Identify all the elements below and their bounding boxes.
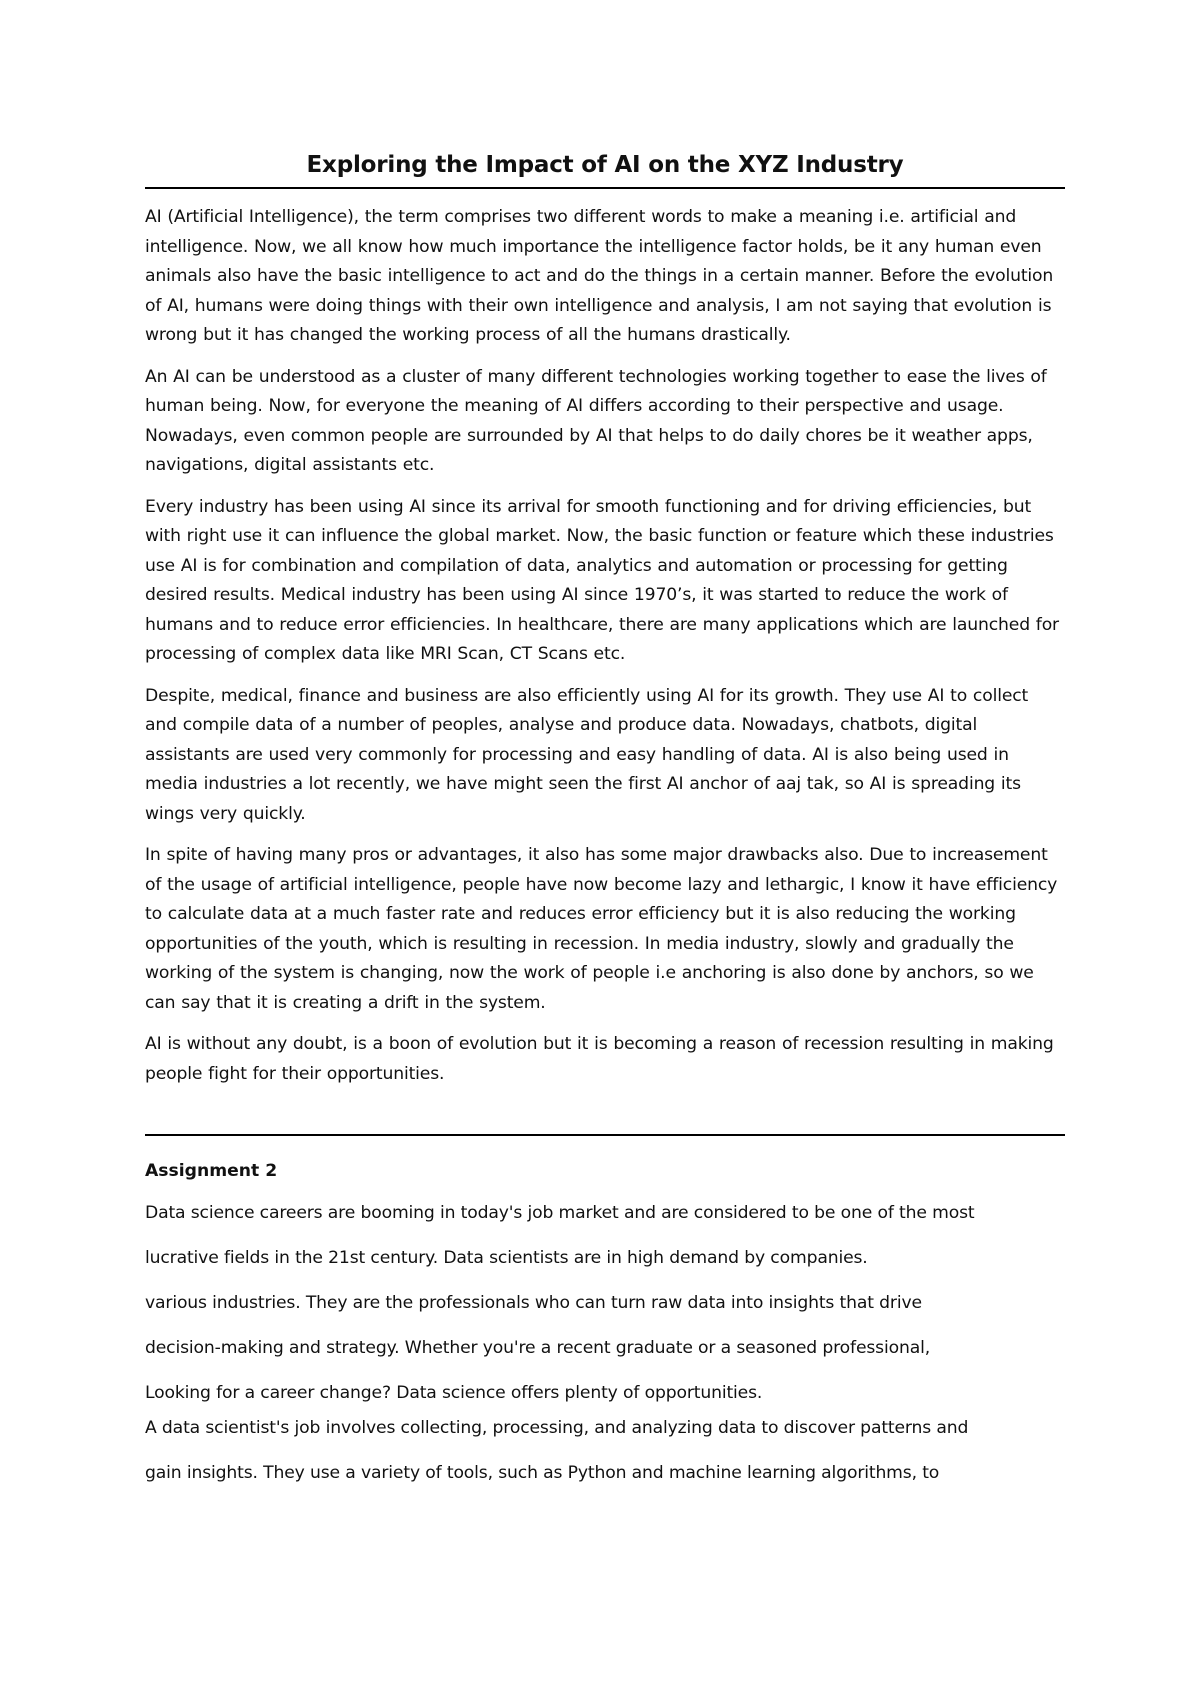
- paragraph-conclusion: AI is without any doubt, is a boon of evolution but it is becoming a reason of recession resulting in making people fight for their opportunities.: [145, 1034, 1054, 1084]
- assignment-line: decision-making and strategy. Whether you're a recent graduate or a seasoned professional,: [145, 1338, 931, 1358]
- assignment-heading: Assignment 2: [145, 1161, 278, 1181]
- assignment-line: gain insights. They use a variety of tools, such as Python and machine learning algorithms, to: [145, 1463, 940, 1483]
- assignment-line: A data scientist's job involves collecting, processing, and analyzing data to discover patterns and: [145, 1418, 969, 1438]
- assignment-line: Data science careers are booming in today's job market and are considered to be one of the most: [145, 1203, 975, 1223]
- paragraph-industry-usage: Every industry has been using AI since its arrival for smooth functioning and for driving efficiencies, but with right use it can influence the global market. Now, the basic function or feature which these industries use AI is for combination and compilation of data, analytics and automation or processing for getting desired results. Medical industry has been using AI since 1970’s, it was started to reduce the work of humans and to reduce error efficiencies. In healthcare, there are many applications which are launched for processing of complex data like MRI Scan, CT Scans etc.: [145, 496, 1059, 664]
- assignment-line: lucrative fields in the 21st century. Data scientists are in high demand by companies.: [145, 1248, 868, 1268]
- paragraph-sectors: Despite, medical, finance and business are also efficiently using AI for its growth. They use AI to collect and compile data of a number of peoples, analyse and produce data. Nowadays, chatbots, digital assistants are used very commonly for processing and easy handling of data. AI is also being used in media industries a lot recently, we have might seen the first AI anchor of aaj tak, so AI is spreading its wings very quickly.: [145, 685, 1029, 824]
- paragraph-ai-cluster: An AI can be understood as a cluster of many different technologies working together to ease the lives of human being. Now, for everyone the meaning of AI differs according to their perspective and usage. Nowadays, even common people are surrounded by AI that helps to do daily chores be it weather apps, navigations, digital assistants etc.: [145, 366, 1047, 475]
- document-content: [145, 145, 1065, 1484]
- paragraph-intro: AI (Artificial Intelligence), the term comprises two different words to make a meaning i.e. artificial and intelligence. Now, we all know how much importance the intelligence factor holds, be it any human even animals also have the basic intelligence to act and do the things in a certain manner. Before the evolution of AI, humans were doing things with their own intelligence and analysis, I am not saying that evolution is wrong but it has changed the working process of all the humans drastically.: [145, 207, 1054, 345]
- section-divider: [145, 1134, 1065, 1136]
- assignment-line: various industries. They are the professionals who can turn raw data into insights that drive: [145, 1293, 922, 1313]
- document-title: Exploring the Impact of AI on the XYZ Industry: [306, 152, 904, 178]
- paragraph-drawbacks: In spite of having many pros or advantages, it also has some major drawbacks also. Due to increasement of the usage of artificial intelligence, people have now become lazy and lethargic, I know it have efficiency to calculate data at a much faster rate and reduces error efficiency but it is also reducing the working opportunities of the youth, which is resulting in recession. In media industry, slowly and gradually the working of the system is changing, now the work of people i.e anchoring is also done by anchors, so we can say that it is creating a drift in the system.: [145, 845, 1058, 1013]
- title-divider: [145, 187, 1065, 189]
- assignment-line: Looking for a career change? Data science offers plenty of opportunities.: [145, 1383, 763, 1403]
